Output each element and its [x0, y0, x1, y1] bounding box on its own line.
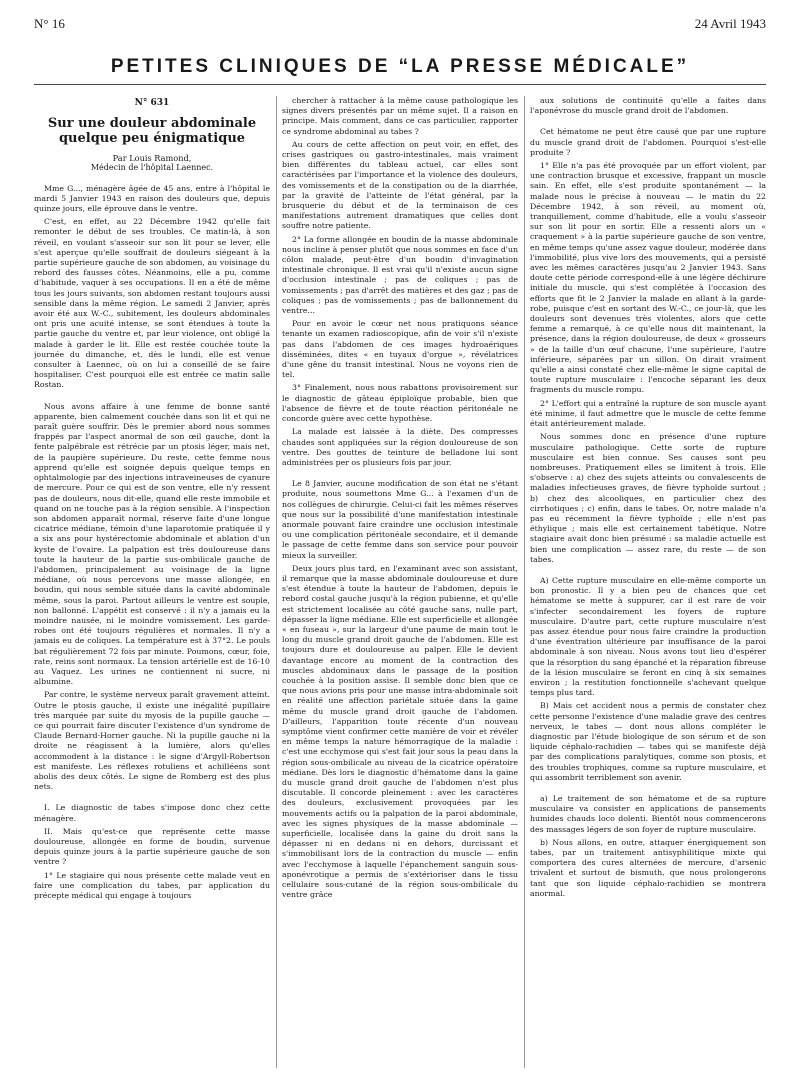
paragraph: 1° Le stagiaire qui nous présente cette malade veut en faire une complication du tabes, par application du précepte médical qui engage à toujours: [34, 870, 270, 901]
paragraph: II. Mais qu'est-ce que représente cette masse douloureuse, allongée en forme de boudin, survenue depuis quinze jours à la partie supérieure gauche de son ventre ?: [34, 826, 270, 867]
paragraph: Par contre, le système nerveux paraît gravement atteint. Outre le ptosis gauche, il existe une inégalité pupillaire très marquée par suite du myosis de la pupille gauche — ce qui pourrait faire discuter l'existence d'un syndrome de Claude Bernard-Horner gauche. Ni la pupille gauche ni la droite ne réagissent à la lumière, alors qu'elles accommodent à la distance : le signe d'Argyll-Robertson est manifeste. Les réflexes rotuliens et achilléens sont abolis des deux côtés. Le signe de Romberg est des plus nets.: [34, 690, 270, 792]
paragraph: B) Mais cet accident nous a permis de constater chez cette personne l'existence d'une maladie grave des centres nerveux, le tabes — dont nous allons compléter le diagnostic par l'étude biologique de son sérum et de son liquide céphalo-rachidien — tabes qui se manifeste déjà par des complications paralytiques, comme son ptosis, et des troubles trophiques, comme sa rupture musculaire, et qui assombrit terriblement son avenir.: [530, 701, 766, 782]
article-number: N° 631: [134, 98, 170, 108]
column-2: [282, 96, 518, 1068]
article-title: Sur une douleur abdominale quelque peu énigmatique: [47, 116, 257, 147]
paragraph: Le 8 Janvier, aucune modification de son état ne s'étant produite, nous soumettons Mme G... à l'examen d'un de nos collègues de chirurgie. Celui-ci fait les mêmes réserves que nous sur la possibilité d'une manifestation intestinale anormale pouvant faire craindre une occlusion intestinale ou une complication péritonéale secondaire, et il demande le passage de cette femme dans son service pour pouvoir mieux la surveiller.: [282, 479, 518, 560]
paragraph: a) Le traitement de son hématome et de sa rupture musculaire va consister en applications de pansements humides chauds loco dolenti. Bientôt nous commencerons des massages légers de son foyer de rupture musculaire.: [530, 794, 766, 834]
author-affiliation: Médecin de l'hôpital Laennec.: [90, 163, 214, 173]
page-number: N° 16: [34, 16, 65, 31]
column-3: [530, 96, 766, 1068]
paragraph: Mme G..., ménagère âgée de 45 ans, entre à l'hôpital le mardi 5 Janvier 1943 en raison des douleurs que, depuis quinze jours, elle éprouve dans le ventre.: [34, 183, 270, 214]
issue-date: 24 Avril 1943: [694, 16, 766, 31]
paragraph: 1° Elle n'a pas été provoquée par un effort violent, par une contraction brusque et excessive, frappant un muscle sain. En effet, elle s'est produite spontanément — la malade nous le précise à nouveau — le matin du 22 Décembre 1942, à son réveil, au moment où, tranquillement, comme d'habitude, elle a voulu s'asseoir sur son lit pour en sortir. Elle a ressenti alors un « craquement » à la partie supérieure gauche de son ventre, en même temps qu'une assez vague douleur, modérée dans l'immobilité, plus vive lors des mouvements, qui a persisté avec les mêmes caractères jusqu'au 2 Janvier 1943. Sans doute cette période correspond-elle à une légère déchirure initiale du muscle, qui s'est complétée à l'occasion des efforts que fit le 2 Janvier la malade en allant à la garde-robe, puisque c'est en sortant des W.-C., ce jour-là, que les douleurs sont devenues très violentes, alors que cette femme a remarqué, à ce qu'elle nous dit maintenant, la présence, dans la région douloureuse, de deux « grosseurs » de la taille d'un œuf chacune, l'une supérieure, l'autre inférieure, séparées par un sillon. On dirait vraiment qu'elle a ainsi constaté chez elle-même le signe capital de toute rupture musculaire : l'encoche séparant les deux fragments du muscle rompu.: [530, 161, 766, 395]
article-body: [34, 96, 766, 1068]
paragraph: b) Nous allons, en outre, attaquer énergiquement son tabes, par un traitement antisyphilitique mixte qui comportera des cures alternées de mercure, d'arsenic trivalent et surtout de bismuth, que nous prolongerons tant que son liquide céphalo-rachidien se montrera anormal.: [530, 837, 766, 898]
column-divider: [276, 96, 277, 1068]
paragraph: aux solutions de continuité qu'elle a faites dans l'aponévrose du muscle grand droit de l'abdomen.: [530, 96, 766, 116]
paragraph: 2° L'effort qui a entraîné la rupture de son muscle ayant été minime, il faut admettre que le muscle de cette femme était antérieurement malade.: [530, 398, 766, 429]
paragraph: 3° Finalement, nous nous rabattons provisoirement sur le diagnostic de gâteau épiploïque probable, bien que l'absence de fièvre et de toute réaction péritonéale ne concorde guère avec cette hypothèse.: [282, 383, 518, 424]
paragraph: La malade est laissée à la diète. Des compresses chaudes sont appliquées sur la région douloureuse de son ventre. Des gouttes de teinture de belladone lui sont administrées per os plusieurs fois par jour.: [282, 427, 518, 467]
paragraph: Pour en avoir le cœur net nous pratiquons séance tenante un examen radioscopique, afin de voir s'il n'existe pas dans l'abdomen de ces images hydroaériques disséminées, dites « en tuyaux d'orgue », révélatrices d'une gêne du transit intestinal. Nous ne voyons rien de tel.: [282, 319, 518, 380]
paragraph: Au cours de cette affection on peut voir, en effet, des crises gastriques ou gastro-intestinales, mais vraiment bien différentes du tableau actuel, car elles sont caractérisées par l'importance et la violence des douleurs, des vomissements et de la constipation ou de la diarrhée, par la gravité de l'atteinte de l'état général, par la brusquerie du début et de la terminaison de ces manifestations autrement dramatiques que celles dont souffre notre patiente.: [282, 139, 518, 231]
paragraph: Nous avons affaire à une femme de bonne santé apparente, bien calmement couchée dans son lit et qui ne paraît guère souffrir. Dès le premier abord nous sommes frappés par l'aspect anormal de son œil gauche, dont la fente palpébrale est rétrécie par un ptosis léger, mais net, de la paupière supérieure. Du reste, cette femme nous apprend qu'elle est soignée depuis quelque temps en ophtalmologie par des injections intraveineuses de cyanure de mercure. Pour ce qui est de son ventre, elle n'y ressent pas de douleurs, nous dit-elle, quand elle reste immobile et quand on ne touche pas à la région sensible. A l'inspection son abdomen apparaît normal, réserve faite d'une longue cicatrice médiane, témoin d'une laparotomie pratiquée il y a six ans pour hystérectomie abdominale et ablation d'un kyste de l'ovaire. La palpation est très douloureuse dans toute la hauteur de la partie sus-ombilicale gauche de l'abdomen, principalement au voisinage de la ligne médiane, où nous percevons une masse allongée, en boudin, qui nous semble située dans la cavité abdominale même, sous la paroi. Partout ailleurs le ventre est souple, non ballonné. L'appétit est conservé : il n'y a jamais eu la moindre nausée, ni le moindre vomissement. Les garde-robes ont été toujours régulières et normales. Il n'y a jamais eu de coliques. La température est à 37°2. Le pouls bat régulièrement 72 fois par minute. Poumons, cœur, foie, rate, reins sont normaux. La tension artérielle est de 16-10 au Vaquez. Les urines ne contiennent ni sucre, ni albumine.: [34, 401, 270, 687]
column-1: [34, 96, 270, 1068]
paragraph: C'est, en effet, au 22 Décembre 1942 qu'elle fait remonter le début de ses troubles. Ce matin-là, à son réveil, en voulant s'asseoir sur son lit pour se lever, elle s'est aperçue qu'elle souffrait de douleurs siégeant à la partie supérieure gauche de son abdomen, au voisinage du rebord des fausses côtes. Néanmoins, elle a pu, comme d'habitude, vaquer à ses occupations. Il en a été de même tous les jours suivants, son abdomen restant toujours aussi sensible dans la même région. Le samedi 2 Janvier, après avoir été aux W.-C., subitement, les douleurs abdominales ont pris une acuité intense, se sont étendues à toute la partie gauche du ventre et, par leur violence, ont obligé la malade à garder le lit. Elle est restée couchée toute la journée du dimanche, et, dès le lundi, elle est venue consulter à Laennec, où on lui a conseillé de se faire hospitaliser. C'est pourquoi elle est entrée ce matin salle Rostan.: [34, 217, 270, 390]
paragraph: Cet hématome ne peut être causé que par une rupture du muscle grand droit de l'abdomen. Pourquoi s'est-elle produite ?: [530, 127, 766, 157]
page-header: [34, 16, 766, 38]
paragraph: A) Cette rupture musculaire en elle-même comporte un bon pronostic. Il y a bien peu de chances que cet hématome se mette à suppurer, car il est rare de voir s'infecter secondairement les foyers de rupture musculaire. D'autre part, cette rupture musculaire n'est pas assez étendue pour nous faire craindre la production d'une éventration ultérieure par insuffisance de la paroi abdominale à son niveau. Nous avons tout lieu d'espérer que la résorption du sang épanché et la réparation fibreuse de la lésion musculaire se feront en cinq à six semaines environ ; la restitution fonctionnelle s'achevant quelque temps plus tard.: [530, 575, 766, 698]
paragraph: chercher à rattacher à la même cause pathologique les signes divers présentés par un même sujet. Il a raison en principe. Mais comment, dans ce cas particulier, rapporter ce syndrome abdominal au tabes ?: [282, 96, 518, 136]
column-divider: [524, 96, 525, 1068]
paragraph: I. Le diagnostic de tabes s'impose donc chez cette ménagère.: [34, 803, 270, 823]
paragraph: 2° La forme allongée en boudin de la masse abdominale nous incline à penser plutôt que nous sommes en face d'un côlon malade, peut-être d'un boudin d'invagination intestinale chronique. Il est vrai qu'il n'existe aucun signe d'occlusion intestinale ; pas de coliques ; pas de vomissements ; pas d'arrêt des matières et des gaz ; pas de coliques ; pas de vomissements ; pas de ballonnement du ventre...: [282, 234, 518, 316]
article-author: Par Louis Ramond,: [112, 153, 192, 164]
journal-masthead: PETITES CLINIQUES DE “LA PRESSE MÉDICALE”: [110, 56, 690, 77]
paragraph: Deux jours plus tard, en l'examinant avec son assistant, il remarque que la masse abdominale douloureuse et dure s'est étendue à toute la hauteur de l'abdomen, depuis le rebord costal gauche jusqu'à la région pubienne, et qu'elle est strictement localisée au côté gauche sans, nulle part, dépasser la ligne médiane. Elle est superficielle et allongée « en fuseau », sur la largeur d'une paume de main tout le long du muscle grand droit gauche de l'abdomen. Elle est toujours dure et douloureuse au palper. Elle le devient davantage encore au moment de la contraction des muscles abdominaux dans le passage de la position couchée à la position assise. Il semble donc bien que ce que nous avions pris pour une masse intra-abdominale soit en réalité une affection pariétale située dans la gaine même du muscle grand droit gauche de l'abdomen. D'ailleurs, l'apparition toute récente d'un nouveau symptôme vient confirmer cette manière de voir et révéler en même temps la nature hémorragique de la maladie : c'est une ecchymose qui s'est fait jour sous la peau dans la région sous-ombilicale au niveau de la cicatrice opératoire médiane. Dès lors le diagnostic d'hématome dans la gaine du muscle grand droit gauche de l'abdomen n'est plus discutable. Il concorde pleinement : avec les caractères des douleurs, exclusivement provoquées par les mouvements actifs ou la palpation de la paroi abdominale, avec les signes physiques de la masse abdominale — superficielle, localisée dans la gaine du droit sans la dépasser ni en dedans ni en dehors, durcissant et s'immobilisant lors de la contraction du muscle — enfin avec l'ecchymose à laquelle l'épanchement sanguin sous-aponévrotique a permis de s'extérioriser dans le tissu cellulaire sous-cutané de la région sous-ombilicale du ventre grâce: [282, 563, 518, 900]
header-rule: [34, 84, 766, 85]
paragraph: Nous sommes donc en présence d'une rupture musculaire pathologique. Cette sorte de rupture musculaire est bien connue. Ses causes sont peu nombreuses. Pratiquement elles se limitent à trois. Elle s'observe : a) chez des sujets atteints ou convalescents de maladies infectieuses graves, de fièvre typhoïde surtout ; b) chez des alcooliques, en particulier chez des cirrhotiques ; c) enfin, dans le tabes. Or, notre malade n'a pas eu récemment la fièvre typhoïde ; elle n'est pas éthylique ; mais elle est certainement tabétique. Notre stagiaire avait donc bien présumé : sa maladie actuelle est bien une complication — assez rare, du reste — de son tabes.: [530, 432, 766, 564]
